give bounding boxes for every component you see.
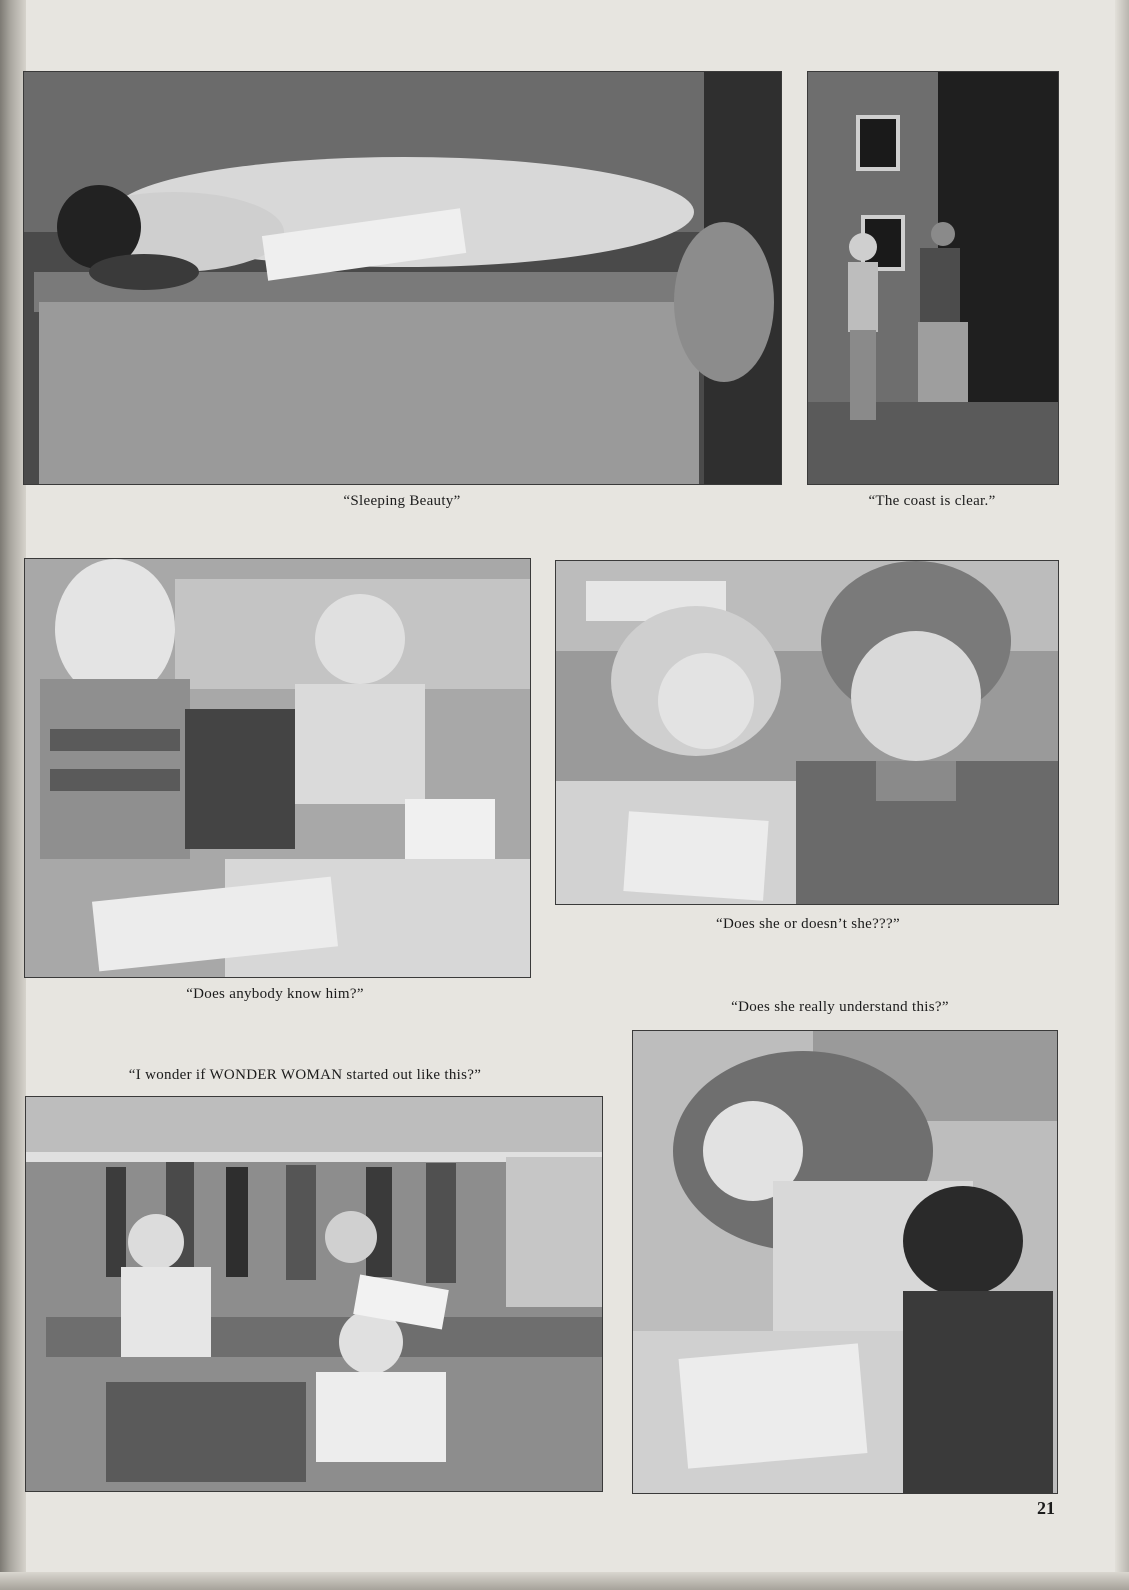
photo-really-understand-image [633, 1031, 1057, 1493]
photo-does-she [555, 560, 1059, 905]
photo-sleeping-beauty [23, 71, 782, 485]
photo-wonder-woman [25, 1096, 603, 1492]
page-number: 21 [1037, 1498, 1055, 1518]
photo-wonder-woman-image [26, 1097, 602, 1491]
photo-anybody-know-him-image [25, 559, 530, 977]
caption-wonder-woman: “I wonder if WONDER WOMAN started out like this?” [128, 1067, 482, 1083]
photo-does-she-image [556, 561, 1058, 904]
page-edge-right [1115, 0, 1129, 1590]
caption-coast-is-clear: “The coast is clear.” [868, 493, 996, 509]
page-edge-bottom [0, 1572, 1129, 1590]
photo-sleeping-beauty-image [24, 72, 781, 484]
photo-anybody-know-him [24, 558, 531, 978]
caption-anybody-know-him: “Does anybody know him?” [186, 986, 364, 1002]
photo-coast-is-clear [807, 71, 1059, 485]
photo-coast-is-clear-image [808, 72, 1058, 484]
photo-really-understand [632, 1030, 1058, 1494]
caption-really-understand: “Does she really understand this?” [731, 999, 949, 1015]
caption-sleeping-beauty: “Sleeping Beauty” [343, 493, 461, 509]
caption-does-she: “Does she or doesn’t she???” [716, 916, 900, 932]
